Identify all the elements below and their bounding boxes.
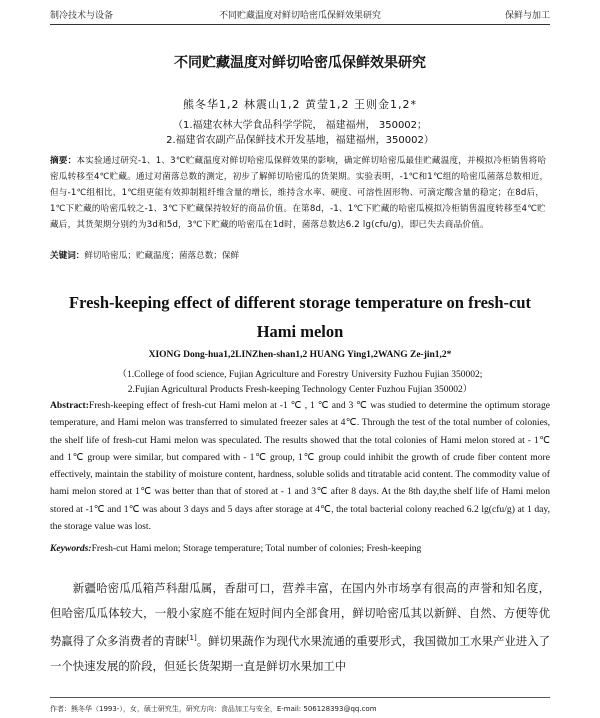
affiliation-en-2: 2.Fujian Agricultural Products Fresh-keeping Technology Center Fuzhou Fujian 350002） bbox=[127, 385, 473, 395]
keywords-cn-text: 鲜切哈密瓜；贮藏温度；菌落总数；保鲜 bbox=[84, 251, 240, 261]
introduction-paragraph bbox=[50, 576, 550, 679]
authors-en: XIONG Dong-hua1,2LINZhen-shan1,2 HUANG Ying1,2WANG Ze-jin1,2* bbox=[148, 350, 452, 360]
abstract-en bbox=[50, 397, 550, 535]
running-header-right: 保鲜与加工 bbox=[504, 11, 550, 21]
intro-text-part2: 。鲜切果蔬作为现代水果流通的重要形式，我国微加工水果产业进入了一个快速发展的阶段，但延长货架期一直是鲜切水果加工中 bbox=[50, 633, 550, 673]
abstract-cn bbox=[50, 153, 550, 233]
affiliation-cn-2: 2.福建省农副产品保鲜技术开发基地，福建福州，350002） bbox=[166, 135, 434, 146]
abstract-en-label: Abstract: bbox=[50, 400, 89, 411]
abstract-en-text: Fresh-keeping effect of fresh-cut Hami melon at -1 ℃ , 1 ℃ and 3 ℃ was studied to determine the optimum storage temperature, and Hami melon was transferred to simulated freezer sales at 4℃. Through the test of the total number of colonies, the shelf life of fresh-cut Hami melon was speculated. The results showed that the total colonies of Hami melon stored at - 1℃ and 1℃ group were similar, but compared with - 1℃ group, 1℃ group could inhibit the growth of crude fiber content more effectively, maintain the stability of moisture content, hardness, soluble solids and titratable acid content. The commodity value of hami melon stored at 1℃ was better than that of stored at - 1 and 3℃ after 8 days. At the 8th day,the shelf life of Hami melon stored at -1℃ and 1℃ was about 3 days and 5 days after storage at 4℃, the total bacterial colony reached 6.2 lg(cfu/g) at 1 day, the storage value was lost. bbox=[50, 400, 550, 533]
keywords-en-text: Fresh-cut Hami melon; Storage temperature; Total number of colonies; Fresh-keeping bbox=[91, 543, 422, 554]
authors-cn: 熊冬华1,2 林震山1,2 黄莹1,2 王则金1,2* bbox=[183, 98, 417, 111]
running-header-center: 不同贮藏温度对鲜切哈密瓜保鲜效果研究 bbox=[218, 11, 381, 21]
running-header-left: 制冷技术与设备 bbox=[50, 11, 114, 21]
citation-ref[interactable]: [1] bbox=[186, 634, 197, 642]
abstract-cn-text: 本实验通过研究-1、1、3℃贮藏温度对鲜切哈密瓜保鲜效果的影响，确定鲜切哈密瓜最佳贮藏温度，并模拟冷柜销售将哈密瓜转移至4℃贮藏。通过对菌落总数的测定，初步了解鲜切哈密瓜的货架期。实验表明，-1℃和1℃组的哈密瓜菌落总数相近，但与-1℃组相比，1℃组更能有效抑制粗纤维含量的增长，维持含水率、硬度、可溶性固形物、可滴定酸含量的稳定；在8d后，1℃下贮藏的哈密瓜较之-1、3℃下贮藏保持较好的商品价值。在第8d，-1、1℃下贮藏的哈密瓜模拟冷柜销售温度转移至4℃贮藏后，其货架期分别约为3d和5d，3℃下贮藏的哈密瓜在1d时，菌落总数达6.2 lg(cfu/g)，即已失去商品价值。 bbox=[50, 156, 549, 230]
intro-text-part1: 新疆哈密瓜瓜箱芦科甜瓜属，香甜可口，营养丰富，在国内外市场享有很高的声誉和知名度，但哈密瓜瓜体较大，一般小家庭不能在短时间内全部食用，鲜切哈密瓜其以新鲜、自然、方便等优势赢得了众多消费者的青睐 bbox=[50, 581, 550, 648]
paper-title-cn: 不同贮藏温度对鲜切哈密瓜保鲜效果研究 bbox=[174, 55, 426, 71]
keywords-cn bbox=[50, 249, 550, 261]
paper-title-en-line2: Hami melon bbox=[256, 322, 344, 341]
header-rule bbox=[50, 24, 550, 25]
author-footnote: 作者：熊冬华（1993-），女，硕士研究生，研究方向：食品加工与安全，E-mail: 506128393@qq.com bbox=[50, 705, 377, 713]
keywords-cn-label: 关键词： bbox=[50, 251, 85, 261]
keywords-en bbox=[50, 543, 550, 554]
keywords-en-label: Keywords: bbox=[50, 543, 92, 554]
footnote-rule bbox=[50, 697, 550, 698]
paper-title-en-line1: Fresh-keeping effect of different storage temperature on fresh-cut bbox=[68, 293, 532, 312]
affiliation-en-1: （1.College of food science, Fujian Agriculture and Forestry University Fuzhou Fujian 350002; bbox=[117, 370, 483, 380]
affiliation-cn-1: （1.福建农林大学食品科学学院， 福建福州， 350002； bbox=[172, 120, 428, 131]
abstract-cn-label: 摘要： bbox=[50, 156, 77, 166]
